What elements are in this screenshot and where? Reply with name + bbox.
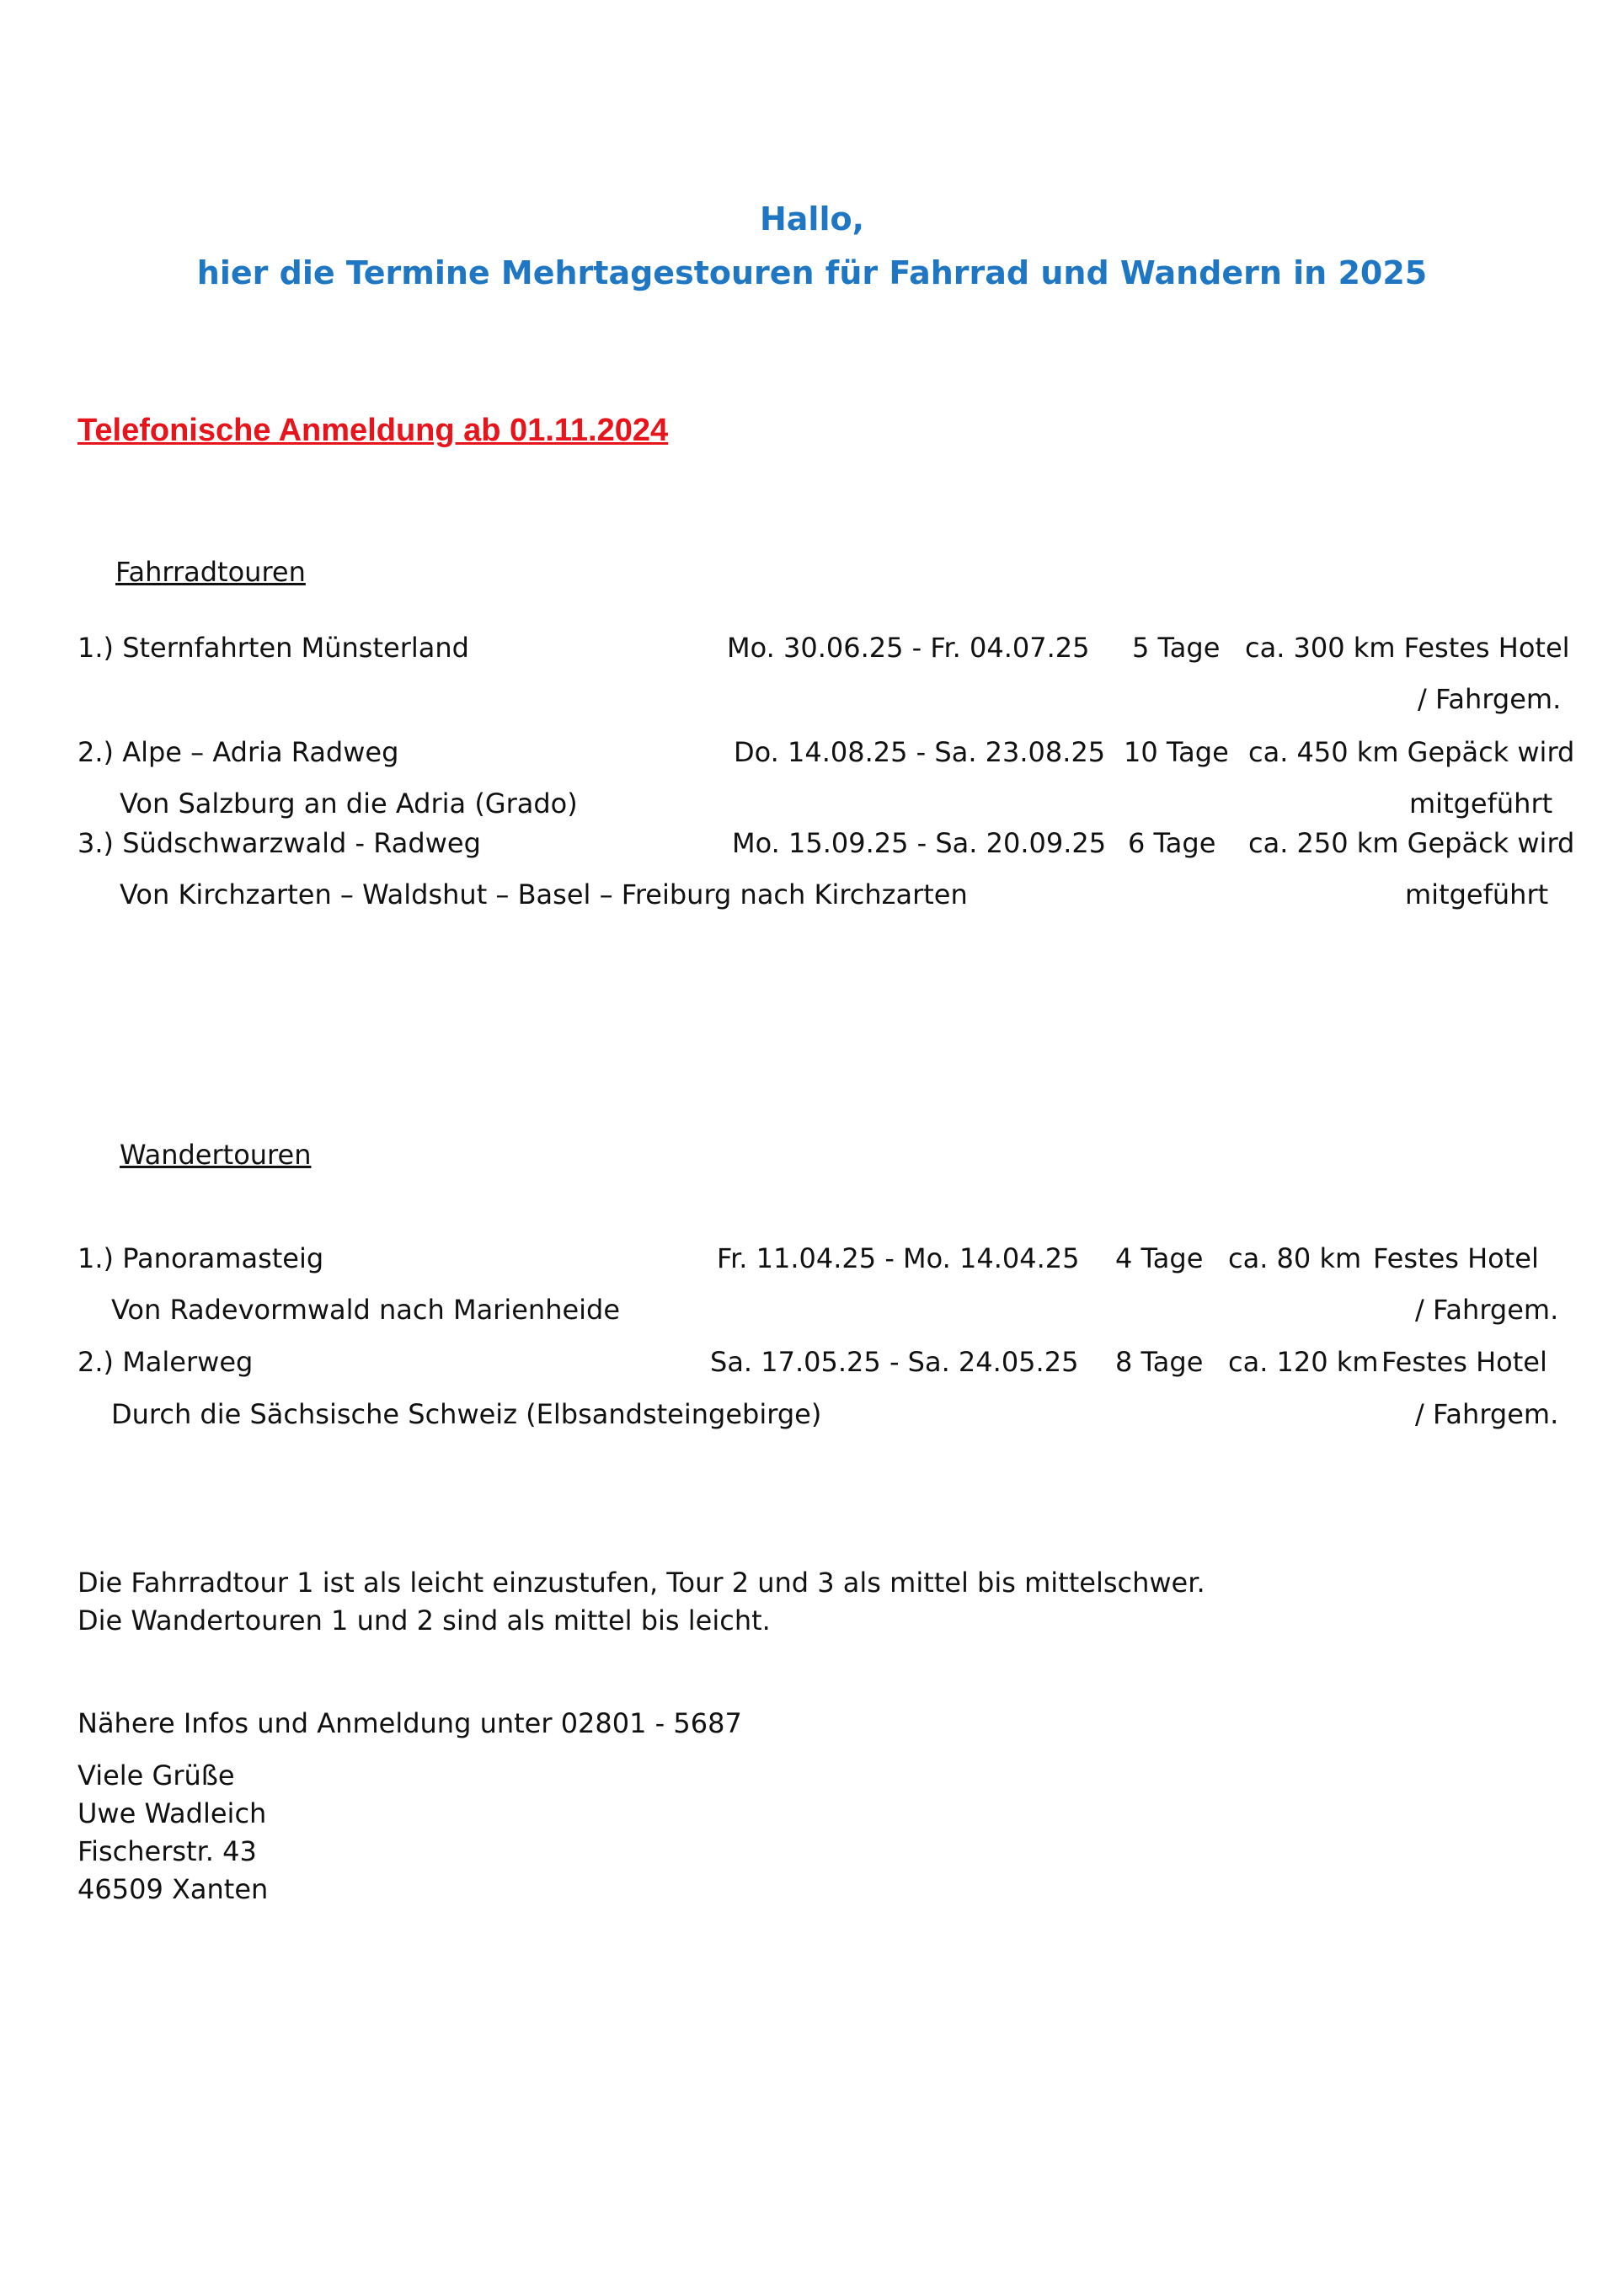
- hiking-tour-2-km: ca. 120 km: [1228, 1346, 1379, 1378]
- hiking-tour-2-name: 2.) Malerweg: [77, 1346, 254, 1378]
- cycling-tour-3-dates: Mo. 15.09.25 - Sa. 20.09.25: [732, 827, 1107, 859]
- cycling-section-title: Fahrradtouren: [115, 556, 306, 588]
- page-title: hier die Termine Mehrtagestouren für Fahrrad und Wandern in 2025: [196, 254, 1428, 291]
- hiking-tour-1-info: Festes Hotel: [1373, 1242, 1539, 1274]
- hiking-tour-1-name: 1.) Panoramasteig: [77, 1242, 324, 1274]
- difficulty-note-1: Die Fahrradtour 1 ist als leicht einzustufen, Tour 2 und 3 als mittel bis mittelschwer.: [77, 1567, 1205, 1599]
- hiking-tour-1-days: 4 Tage: [1115, 1242, 1204, 1274]
- cycling-tour-1-dates: Mo. 30.06.25 - Fr. 04.07.25: [727, 632, 1090, 664]
- registration-notice: Telefonische Anmeldung ab 01.11.2024: [77, 413, 669, 448]
- cycling-tour-2-name: 2.) Alpe – Adria Radweg: [77, 736, 399, 768]
- hiking-tour-2-dates: Sa. 17.05.25 - Sa. 24.05.25: [710, 1346, 1079, 1378]
- signature-city: 46509 Xanten: [77, 1873, 269, 1905]
- hiking-tour-2-days: 8 Tage: [1115, 1346, 1204, 1378]
- hiking-tour-1-km: ca. 80 km: [1228, 1242, 1362, 1274]
- cycling-tour-2-sub: Von Salzburg an die Adria (Grado): [120, 788, 578, 820]
- cycling-tour-3-name: 3.) Südschwarzwald - Radweg: [77, 827, 481, 859]
- cycling-tour-3-sub: Von Kirchzarten – Waldshut – Basel – Freiburg nach Kirchzarten: [120, 878, 968, 910]
- cycling-tour-2-days: 10 Tage: [1124, 736, 1229, 768]
- cycling-tour-2-dates: Do. 14.08.25 - Sa. 23.08.25: [734, 736, 1106, 768]
- contact-info: Nähere Infos und Anmeldung unter 02801 - 5687: [77, 1707, 742, 1739]
- hiking-tour-1-sub: Von Radevormwald nach Marienheide: [111, 1294, 621, 1326]
- difficulty-note-2: Die Wandertouren 1 und 2 sind als mittel bis leicht.: [77, 1605, 771, 1637]
- hiking-tour-1-info2: / Fahrgem.: [1415, 1294, 1559, 1326]
- hiking-tour-1-dates: Fr. 11.04.25 - Mo. 14.04.25: [717, 1242, 1080, 1274]
- cycling-tour-1-days: 5 Tage: [1132, 632, 1221, 664]
- signature-greeting: Viele Grüße: [77, 1759, 235, 1791]
- hiking-tour-2-info: Festes Hotel: [1381, 1346, 1547, 1378]
- signature-street: Fischerstr. 43: [77, 1835, 257, 1867]
- cycling-tour-1-info2: / Fahrgem.: [1418, 683, 1562, 715]
- cycling-tour-3-info2: mitgeführt: [1405, 878, 1549, 910]
- cycling-tour-3-info: ca. 250 km Gepäck wird: [1248, 827, 1575, 859]
- cycling-tour-1-name: 1.) Sternfahrten Münsterland: [77, 632, 469, 664]
- cycling-tour-1-info: ca. 300 km Festes Hotel: [1245, 632, 1570, 664]
- cycling-tour-3-days: 6 Tage: [1128, 827, 1216, 859]
- cycling-tour-2-info2: mitgeführt: [1409, 788, 1553, 820]
- hiking-section-title: Wandertouren: [120, 1139, 312, 1171]
- signature-name: Uwe Wadleich: [77, 1797, 267, 1829]
- cycling-tour-2-info: ca. 450 km Gepäck wird: [1248, 736, 1575, 768]
- hiking-tour-2-sub: Durch die Sächsische Schweiz (Elbsandsteingebirge): [111, 1398, 822, 1430]
- hiking-tour-2-info2: / Fahrgem.: [1415, 1398, 1559, 1430]
- greeting-heading: Hallo,: [759, 200, 865, 238]
